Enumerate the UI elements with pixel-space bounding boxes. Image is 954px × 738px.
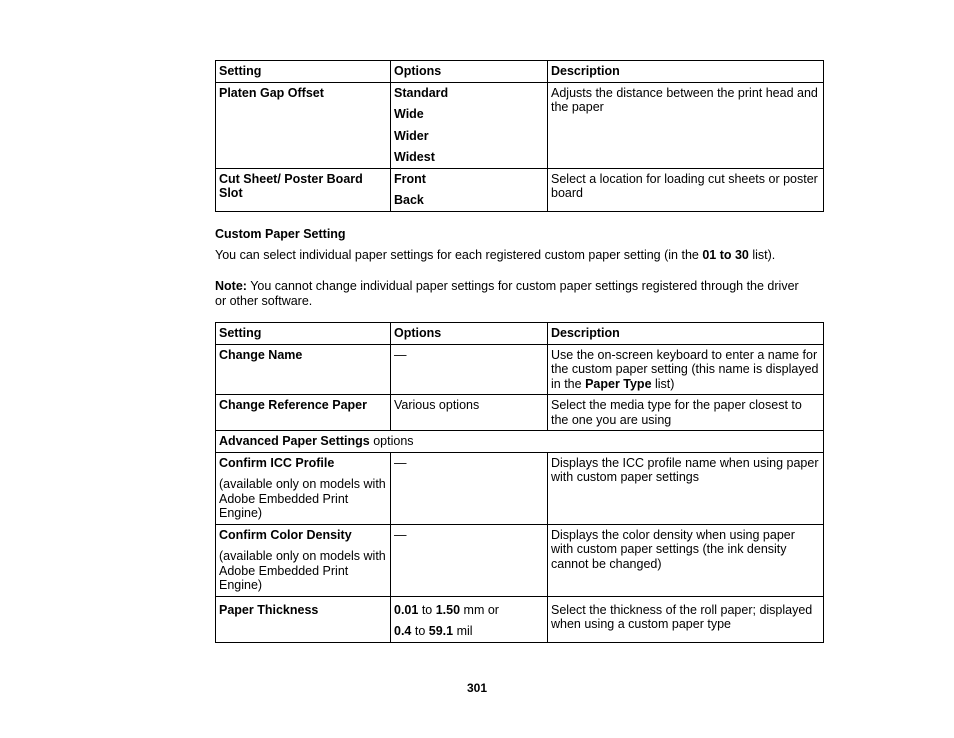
range-unit: mm or [460, 602, 499, 617]
description-bold: Paper Type [585, 376, 652, 391]
setting-cell: Change Name [216, 344, 391, 395]
description-cell [548, 344, 824, 395]
options-cell: — [391, 524, 548, 596]
intro-paragraph [215, 248, 824, 263]
intro-bold-range: 01 to 30 [702, 248, 749, 262]
option-item: Standard [394, 85, 449, 100]
table-header-row [216, 61, 824, 83]
range-to: 59.1 [428, 624, 454, 638]
column-header: Setting [216, 61, 391, 83]
column-header: Options [391, 323, 548, 345]
range-unit: mil [453, 624, 473, 638]
table-row [216, 596, 824, 642]
table-row [216, 524, 824, 596]
setting-cell [216, 524, 391, 596]
options-cell [391, 596, 548, 642]
setting-cell: Paper Thickness [216, 596, 391, 642]
setting-note: (available only on models with Adobe Embedded Print Engine) [219, 549, 386, 592]
description-cell: Displays the ICC profile name when using paper with custom paper settings [548, 452, 824, 524]
note-label: Note: [215, 279, 247, 293]
column-header: Description [548, 61, 824, 83]
column-header: Setting [216, 323, 391, 345]
setting-name: Confirm Color Density [219, 527, 352, 542]
column-header: Options [391, 61, 548, 83]
setting-cell: Change Reference Paper [216, 395, 391, 431]
note-text: You cannot change individual paper settings for custom paper settings registered through the driver or other software. [215, 279, 799, 308]
options-cell: — [391, 452, 548, 524]
description-cell: Select the media type for the paper closest to the one you are using [548, 395, 824, 431]
page-number: 301 [466, 681, 488, 695]
custom-paper-settings-table [215, 322, 824, 643]
option-item: Front [394, 171, 426, 186]
table-row [216, 82, 824, 168]
setting-cell: Platen Gap Offset [216, 82, 391, 168]
intro-text-end: list). [748, 248, 776, 262]
table-row [216, 395, 824, 431]
section-cell [216, 431, 824, 453]
option-item: Wide [394, 107, 424, 121]
description-cell: Select a location for loading cut sheets or poster board [548, 168, 824, 211]
description-text-end: list) [651, 376, 675, 391]
section-label-text: options [369, 434, 414, 448]
description-cell: Adjusts the distance between the print head and the paper [548, 82, 824, 168]
description-cell: Select the thickness of the roll paper; displayed when using a custom paper type [548, 596, 824, 642]
setting-cell [216, 452, 391, 524]
option-item: Back [394, 193, 424, 207]
options-cell [391, 168, 548, 211]
description-cell: Displays the color density when using paper with custom paper settings (the ink density cannot be changed) [548, 524, 824, 596]
setting-note: (available only on models with Adobe Embedded Print Engine) [219, 477, 386, 520]
option-item [394, 603, 544, 618]
platen-settings-table [215, 60, 824, 212]
range-to: 1.50 [435, 602, 461, 617]
table-header-row [216, 323, 824, 345]
table-row [216, 344, 824, 395]
setting-cell: Cut Sheet/ Poster Board Slot [216, 168, 391, 211]
options-cell [391, 82, 548, 168]
table-section-row [216, 431, 824, 453]
note-paragraph [215, 279, 805, 308]
table-row [216, 452, 824, 524]
range-to-word: to [411, 624, 429, 638]
description-text: Use the on-screen keyboard to enter a name for the custom paper setting (this name is displayed in the [551, 347, 819, 391]
range-from: 0.01 [394, 602, 419, 617]
option-item: Widest [394, 150, 435, 164]
option-item: Wider [394, 128, 429, 143]
section-heading: Custom Paper Setting [215, 227, 346, 241]
table-row [216, 168, 824, 211]
setting-name: Confirm ICC Profile [219, 455, 335, 470]
range-to-word: to [418, 602, 436, 617]
option-item [394, 624, 544, 639]
options-cell: Various options [391, 395, 548, 431]
intro-text: You can select individual paper settings for each registered custom paper setting (in the [215, 248, 703, 262]
section-label-bold: Advanced Paper Settings [219, 434, 370, 448]
options-cell: — [391, 344, 548, 395]
range-from: 0.4 [394, 624, 412, 638]
column-header: Description [548, 323, 824, 345]
